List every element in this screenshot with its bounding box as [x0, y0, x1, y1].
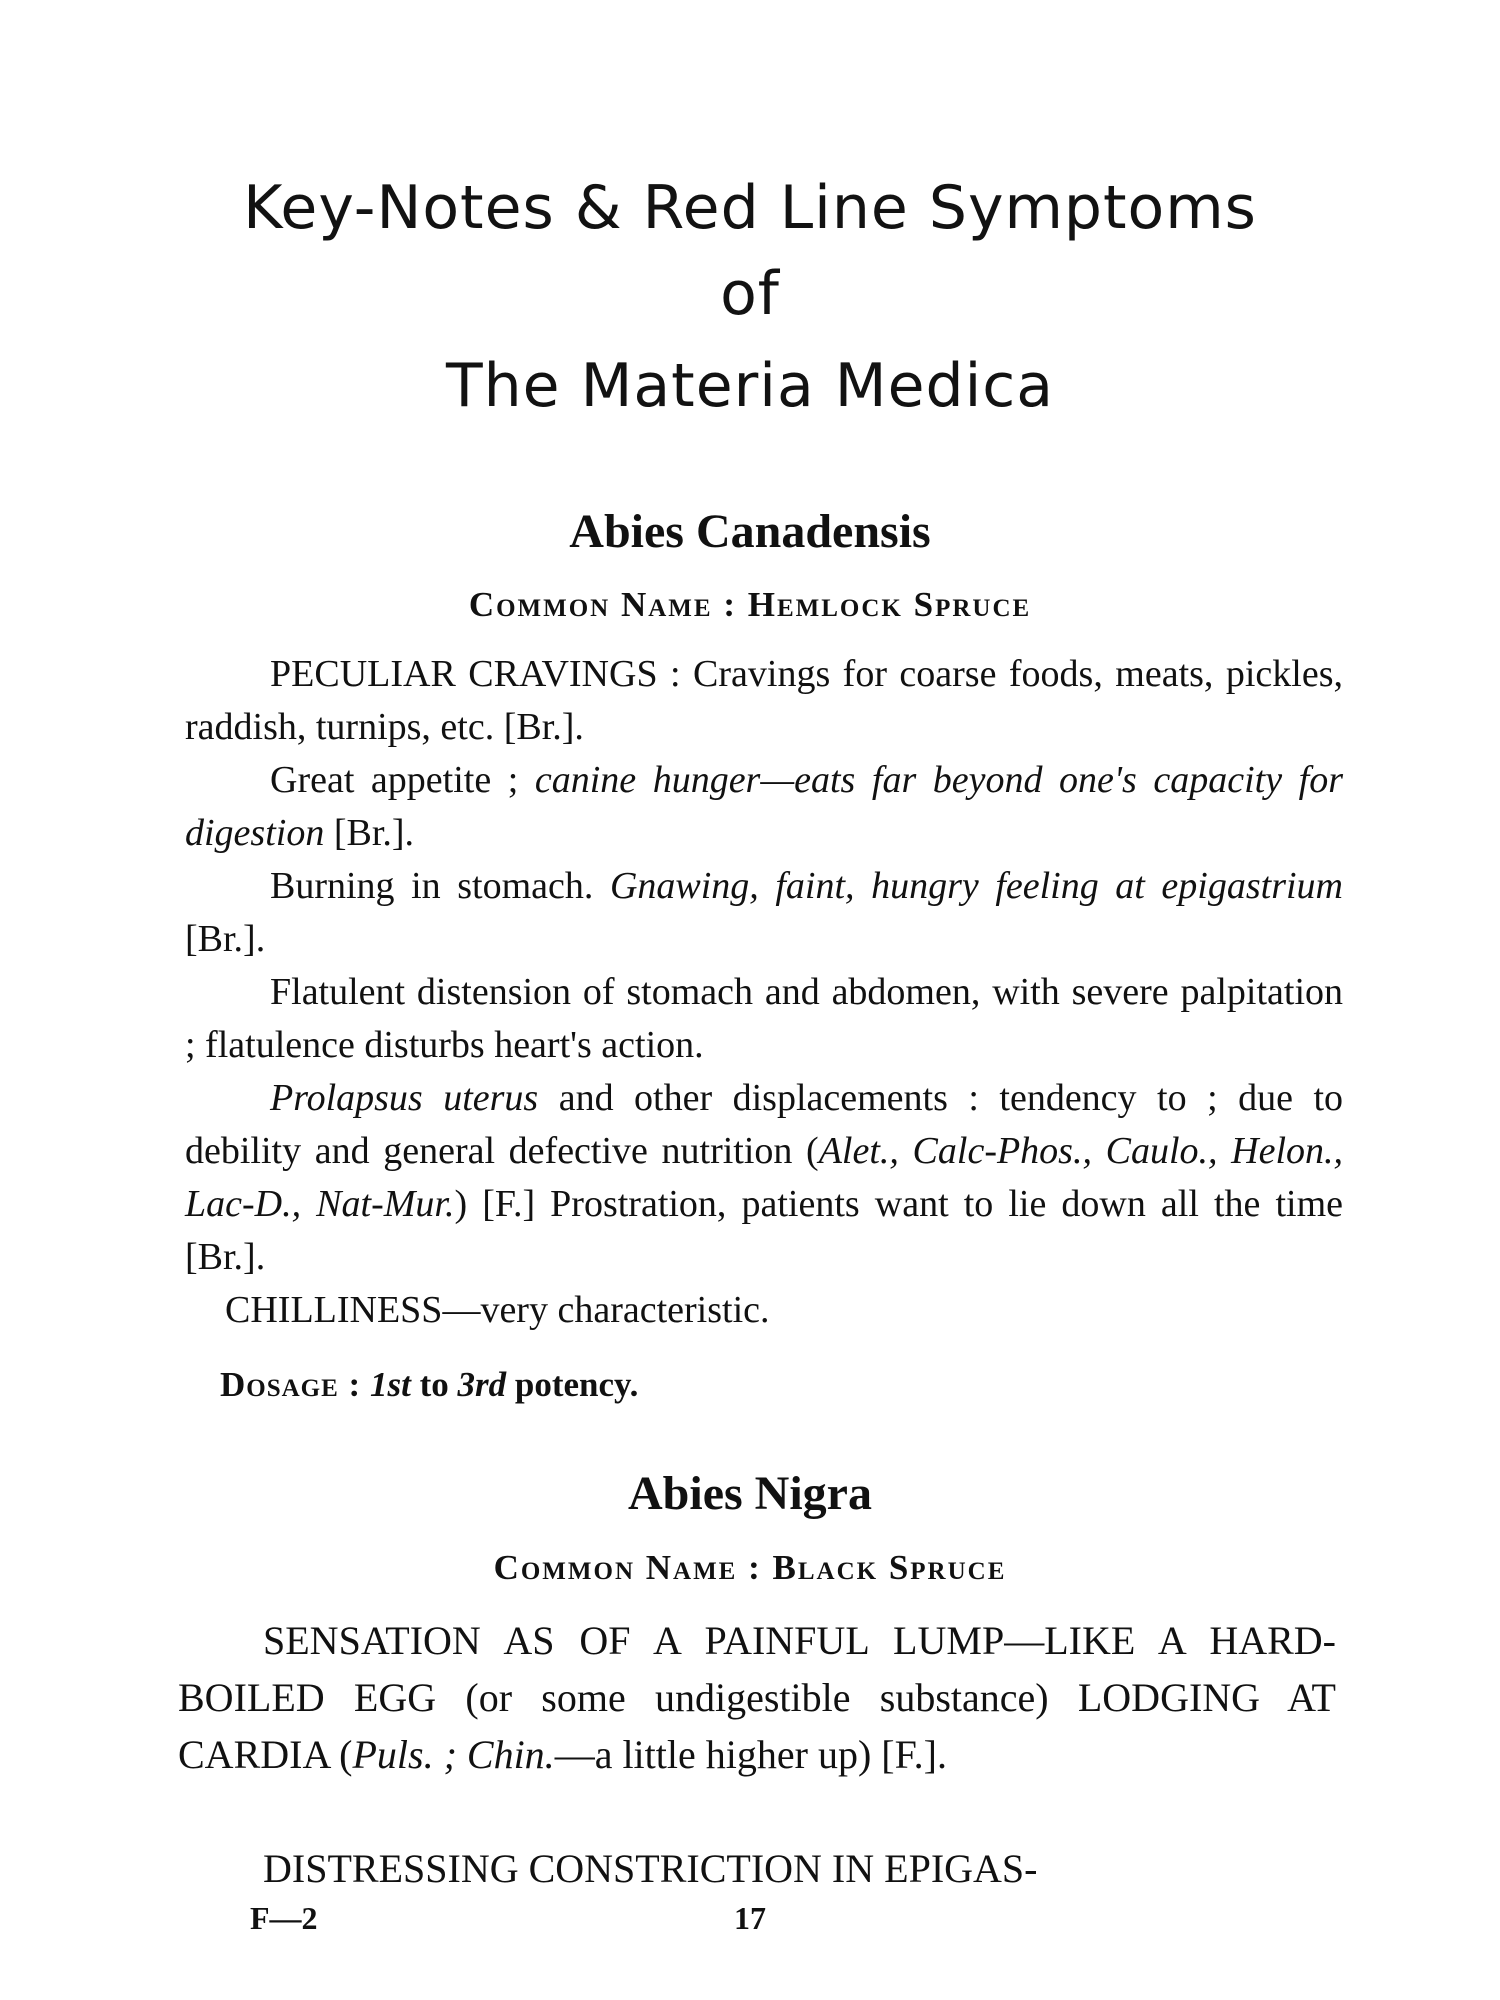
remedy-references: Alet., Calc-Phos., Caulo., Helon., Lac-D., Nat-Mur. [185, 1130, 1344, 1225]
dosage-unit: potency. [514, 1365, 639, 1404]
paragraph-constriction [178, 1840, 1336, 1897]
dosage-label: Dosage : [220, 1365, 362, 1404]
paragraph-text: PECULIAR CRAVINGS : Cravings for coarse foods, meats, pickles, raddish, turnips, etc. [185, 653, 1343, 748]
page-title-line-3: The Materia Medica [445, 351, 1054, 421]
paragraph-text: —a little higher up) [F.]. [554, 1732, 947, 1777]
paragraph-text: DISTRESSING CONSTRICTION IN EPIGAS- [263, 1846, 1038, 1891]
paragraph-prolapsus [185, 1072, 1343, 1284]
page-number: 17 [734, 1900, 766, 1936]
source-reference: [Br.]. [185, 918, 266, 960]
paragraph-text: CHILLINESS—very characteristic. [225, 1289, 770, 1331]
signature-mark: F—2 [250, 1900, 318, 1936]
source-reference: [Br.]. [494, 706, 584, 748]
italic-text: canine hunger—eats far beyond one's capacity for digestion [185, 759, 1343, 854]
common-name-abies-canadensis: Common Name : Hemlock Spruce [468, 585, 1032, 624]
italic-text: Gnawing, faint, hungry feeling at epigastrium [609, 865, 1343, 907]
source-reference: ) [F.] Prostration, patients want to lie down all the time [Br.]. [185, 1183, 1344, 1278]
paragraph-text: and other displacements : tendency to ; due to debility and general defective nutrition ( [185, 1077, 1344, 1172]
paragraph-text: Burning in stomach. [270, 865, 610, 907]
dosage-to: 3rd [457, 1365, 507, 1404]
paragraph-burning [185, 860, 1343, 966]
paragraph-chilliness [225, 1284, 1383, 1337]
paragraph-text: Great appetite ; [270, 759, 535, 801]
remedy-references: Puls. ; Chin. [352, 1732, 555, 1777]
page-title-line-2: of [720, 259, 780, 329]
paragraph-cravings [185, 648, 1343, 754]
remedy-heading-abies-canadensis: Abies Canadensis [569, 505, 931, 558]
remedy-heading-abies-nigra: Abies Nigra [628, 1467, 872, 1520]
paragraph-text: Flatulent distension of stomach and abdomen, with severe palpitation ; flatulence disturbs heart's action. [185, 971, 1343, 1066]
paragraph-text: SENSATION AS OF A PAINFUL LUMP—LIKE A HARD-BOILED EGG (or some undigestible substance) LODGING AT CARDIA ( [178, 1618, 1336, 1777]
paragraph-appetite [185, 754, 1343, 860]
dosage-from: 1st [369, 1365, 411, 1404]
dosage-line [220, 1365, 638, 1405]
italic-text: Prolapsus uterus [270, 1077, 539, 1119]
paragraph-flatulent [185, 966, 1343, 1072]
dosage-to-word: to [419, 1365, 449, 1404]
common-name-abies-nigra: Common Name : Black Spruce [493, 1548, 1007, 1587]
source-reference: [Br.]. [324, 812, 415, 854]
page-title-line-1: Key-Notes & Red Line Symptoms [243, 173, 1257, 243]
paragraph-sensation [178, 1612, 1336, 1783]
